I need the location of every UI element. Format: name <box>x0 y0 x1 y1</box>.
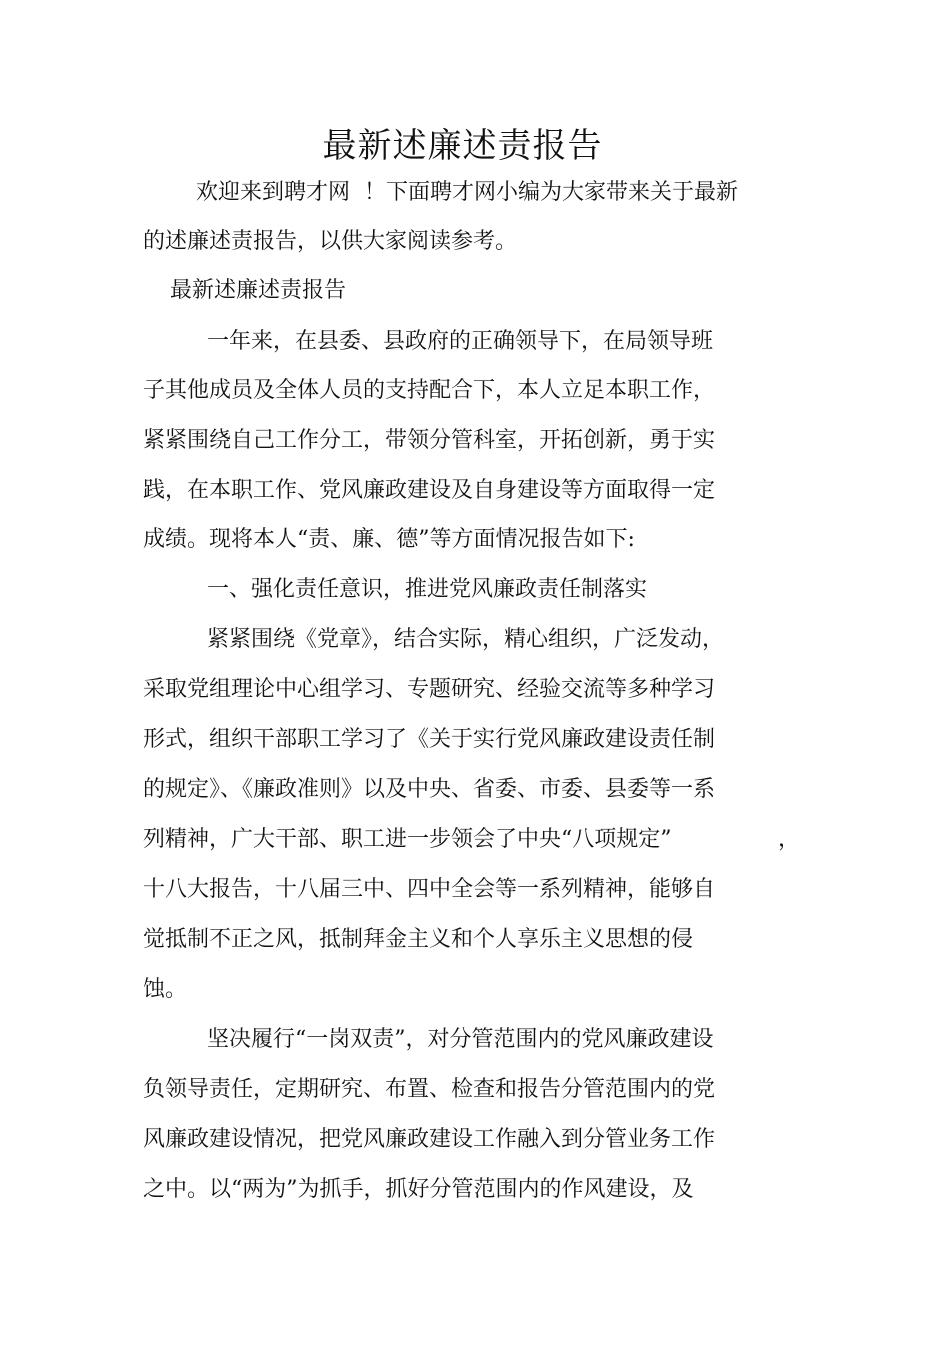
text-line: 的述廉述责报告，以供大家阅读参考。 <box>143 229 518 254</box>
text-line: 风廉政建设情况，把党风廉政建设工作融入到分管业务工作 <box>143 1127 716 1152</box>
text-line: 之中。以“两为”为抓手，抓好分管范围内的作风建设，及 <box>143 1177 694 1202</box>
text-line: 一年来，在县委、县政府的正确领导下，在局领导班 <box>207 329 714 354</box>
text-line: 的规定》、《廉政准则》以及中央、省委、市委、县委等一系 <box>143 777 716 802</box>
text-line: 觉抵制不正之风，抵制拜金主义和个人享乐主义思想的侵 <box>143 927 694 952</box>
text-line: 负领导责任，定期研究、布置、检查和报告分管范围内的党 <box>143 1077 716 1102</box>
text-line: 采取党组理论中心组学习、专题研究、经验交流等多种学习 <box>143 677 716 702</box>
text-line: 成绩。现将本人“责、廉、德”等方面情况报告如下: <box>143 527 635 552</box>
text-line: 列精神，广大干部、职工进一步领会了中央“八项规定” <box>143 827 672 852</box>
text-line: 蚀。 <box>143 977 188 1002</box>
text-line: 十八大报告，十八届三中、四中全会等一系列精神，能够自 <box>143 877 716 902</box>
text-line: 形式，组织干部职工学习了《关于实行党风廉政建设责任制 <box>143 727 716 752</box>
text-line: 紧紧围绕自己工作分工，带领分管科室，开拓创新，勇于实 <box>143 428 716 453</box>
text-line: 欢迎来到聘才网 ！下面聘才网小编为大家带来关于最新 <box>196 180 738 205</box>
section-heading: 最新述廉述责报告 <box>170 278 347 303</box>
document-title: 最新述廉述责报告 <box>322 126 603 166</box>
text-line: 践，在本职工作、党风廉政建设及自身建设等方面取得一定 <box>143 478 716 503</box>
text-line: 坚决履行“一岗双责”，对分管范围内的党风廉政建设 <box>207 1027 714 1052</box>
text-line: 紧紧围绕《党章》，结合实际，精心组织，广泛发动， <box>207 627 725 652</box>
section-heading: 一、强化责任意识，推进党风廉政责任制落实 <box>207 577 648 602</box>
stray-comma: ， <box>778 827 801 852</box>
text-line: 子其他成员及全体人员的支持配合下，本人立足本职工作， <box>143 378 716 403</box>
